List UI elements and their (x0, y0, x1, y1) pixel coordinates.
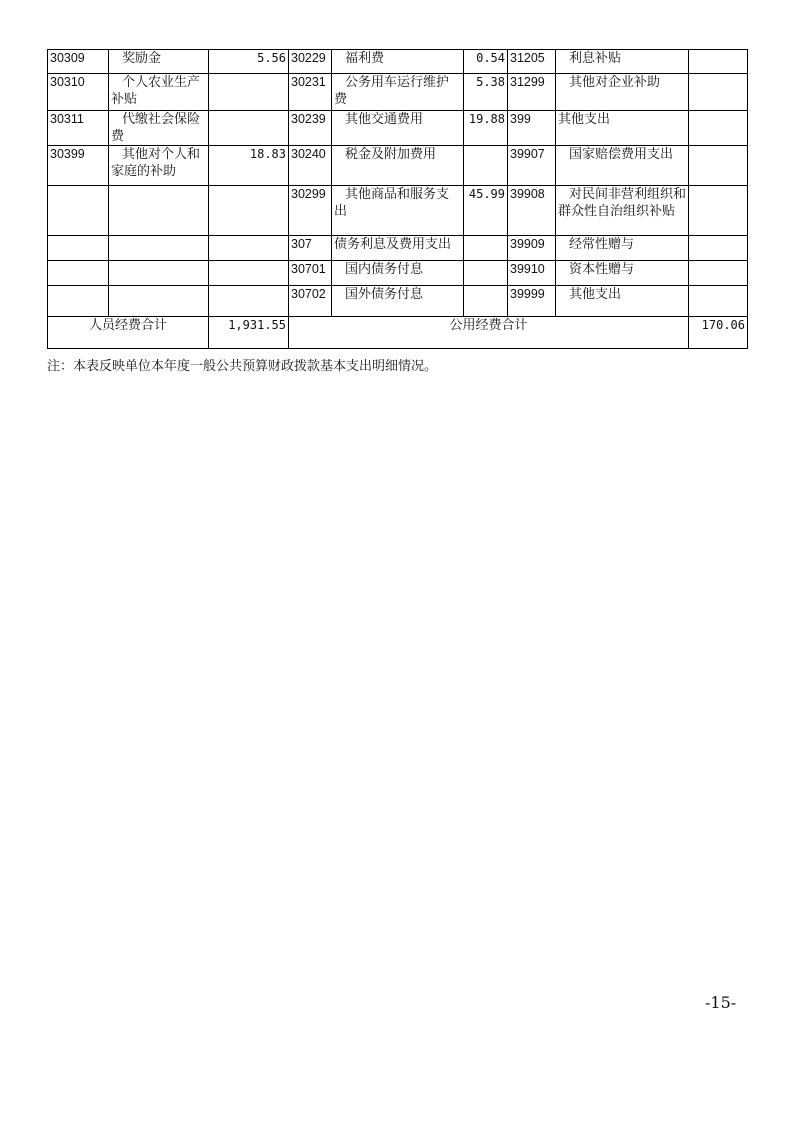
name-1-cell (109, 236, 209, 261)
table-note: 注：本表反映单位本年度一般公共预算财政拨款基本支出明细情况。 (47, 359, 438, 374)
name-1-cell (109, 286, 209, 317)
code-2-cell: 30240 (289, 146, 332, 186)
table-row (48, 261, 748, 286)
amount-3-cell (689, 286, 748, 317)
table-row (48, 186, 748, 236)
name-3-cell: 其他对企业补助 (556, 74, 689, 111)
name-2-cell: 国外债务付息 (332, 286, 464, 317)
amount-2-cell: 19.88 (464, 111, 508, 146)
amount-1-cell (209, 286, 289, 317)
public-total-label: 公用经费合计 (289, 317, 689, 349)
code-3-cell: 39908 (508, 186, 556, 236)
code-1-cell (48, 286, 109, 317)
name-3-cell: 其他支出 (556, 111, 689, 146)
code-2-cell: 307 (289, 236, 332, 261)
name-3-cell: 国家赔偿费用支出 (556, 146, 689, 186)
amount-3-cell (689, 236, 748, 261)
name-2-cell: 债务利息及费用支出 (332, 236, 464, 261)
code-1-cell: 30310 (48, 74, 109, 111)
name-3-cell: 其他支出 (556, 286, 689, 317)
name-1-cell (109, 261, 209, 286)
amount-1-cell (209, 111, 289, 146)
code-3-cell: 31299 (508, 74, 556, 111)
name-3-cell: 资本性赠与 (556, 261, 689, 286)
amount-3-cell (689, 146, 748, 186)
amount-1-cell: 18.83 (209, 146, 289, 186)
code-1-cell: 30311 (48, 111, 109, 146)
amount-3-cell (689, 186, 748, 236)
code-2-cell: 30239 (289, 111, 332, 146)
code-2-cell: 30701 (289, 261, 332, 286)
name-3-cell: 经常性赠与 (556, 236, 689, 261)
amount-1-cell (209, 236, 289, 261)
amount-2-cell (464, 146, 508, 186)
amount-2-cell: 0.54 (464, 50, 508, 74)
amount-1-cell (209, 261, 289, 286)
code-3-cell: 399 (508, 111, 556, 146)
code-3-cell: 31205 (508, 50, 556, 74)
name-3-cell: 对民间非营利组织和群众性自治组织补贴 (556, 186, 689, 236)
name-2-cell: 税金及附加费用 (332, 146, 464, 186)
amount-2-cell (464, 236, 508, 261)
amount-3-cell (689, 261, 748, 286)
code-3-cell: 39907 (508, 146, 556, 186)
amount-2-cell (464, 261, 508, 286)
code-1-cell (48, 261, 109, 286)
name-2-cell: 福利费 (332, 50, 464, 74)
name-1-cell (109, 186, 209, 236)
amount-1-cell (209, 186, 289, 236)
table-row (48, 146, 748, 186)
code-1-cell (48, 186, 109, 236)
amount-3-cell (689, 111, 748, 146)
code-2-cell: 30231 (289, 74, 332, 111)
public-total-value: 170.06 (689, 317, 748, 349)
table-body (48, 50, 748, 317)
name-2-cell: 公务用车运行维护费 (332, 74, 464, 111)
name-2-cell: 国内债务付息 (332, 261, 464, 286)
name-2-cell: 其他商品和服务支出 (332, 186, 464, 236)
budget-detail-table (47, 49, 748, 349)
totals-row (48, 317, 748, 349)
amount-2-cell: 45.99 (464, 186, 508, 236)
code-2-cell: 30299 (289, 186, 332, 236)
personnel-total-value: 1,931.55 (209, 317, 289, 349)
name-1-cell: 代缴社会保险费 (109, 111, 209, 146)
code-1-cell: 30399 (48, 146, 109, 186)
amount-2-cell: 5.38 (464, 74, 508, 111)
amount-3-cell (689, 50, 748, 74)
table-row (48, 74, 748, 111)
code-3-cell: 39999 (508, 286, 556, 317)
code-2-cell: 30702 (289, 286, 332, 317)
page-number: -15- (705, 993, 737, 1012)
personnel-total-label: 人员经费合计 (48, 317, 209, 349)
name-1-cell: 奖励金 (109, 50, 209, 74)
table-row (48, 236, 748, 261)
table-row (48, 286, 748, 317)
table-row (48, 111, 748, 146)
name-1-cell: 其他对个人和家庭的补助 (109, 146, 209, 186)
code-1-cell (48, 236, 109, 261)
code-2-cell: 30229 (289, 50, 332, 74)
name-1-cell: 个人农业生产补贴 (109, 74, 209, 111)
amount-1-cell (209, 74, 289, 111)
amount-2-cell (464, 286, 508, 317)
amount-1-cell: 5.56 (209, 50, 289, 74)
table-row (48, 50, 748, 74)
code-1-cell: 30309 (48, 50, 109, 74)
name-3-cell: 利息补贴 (556, 50, 689, 74)
amount-3-cell (689, 74, 748, 111)
code-3-cell: 39910 (508, 261, 556, 286)
code-3-cell: 39909 (508, 236, 556, 261)
name-2-cell: 其他交通费用 (332, 111, 464, 146)
